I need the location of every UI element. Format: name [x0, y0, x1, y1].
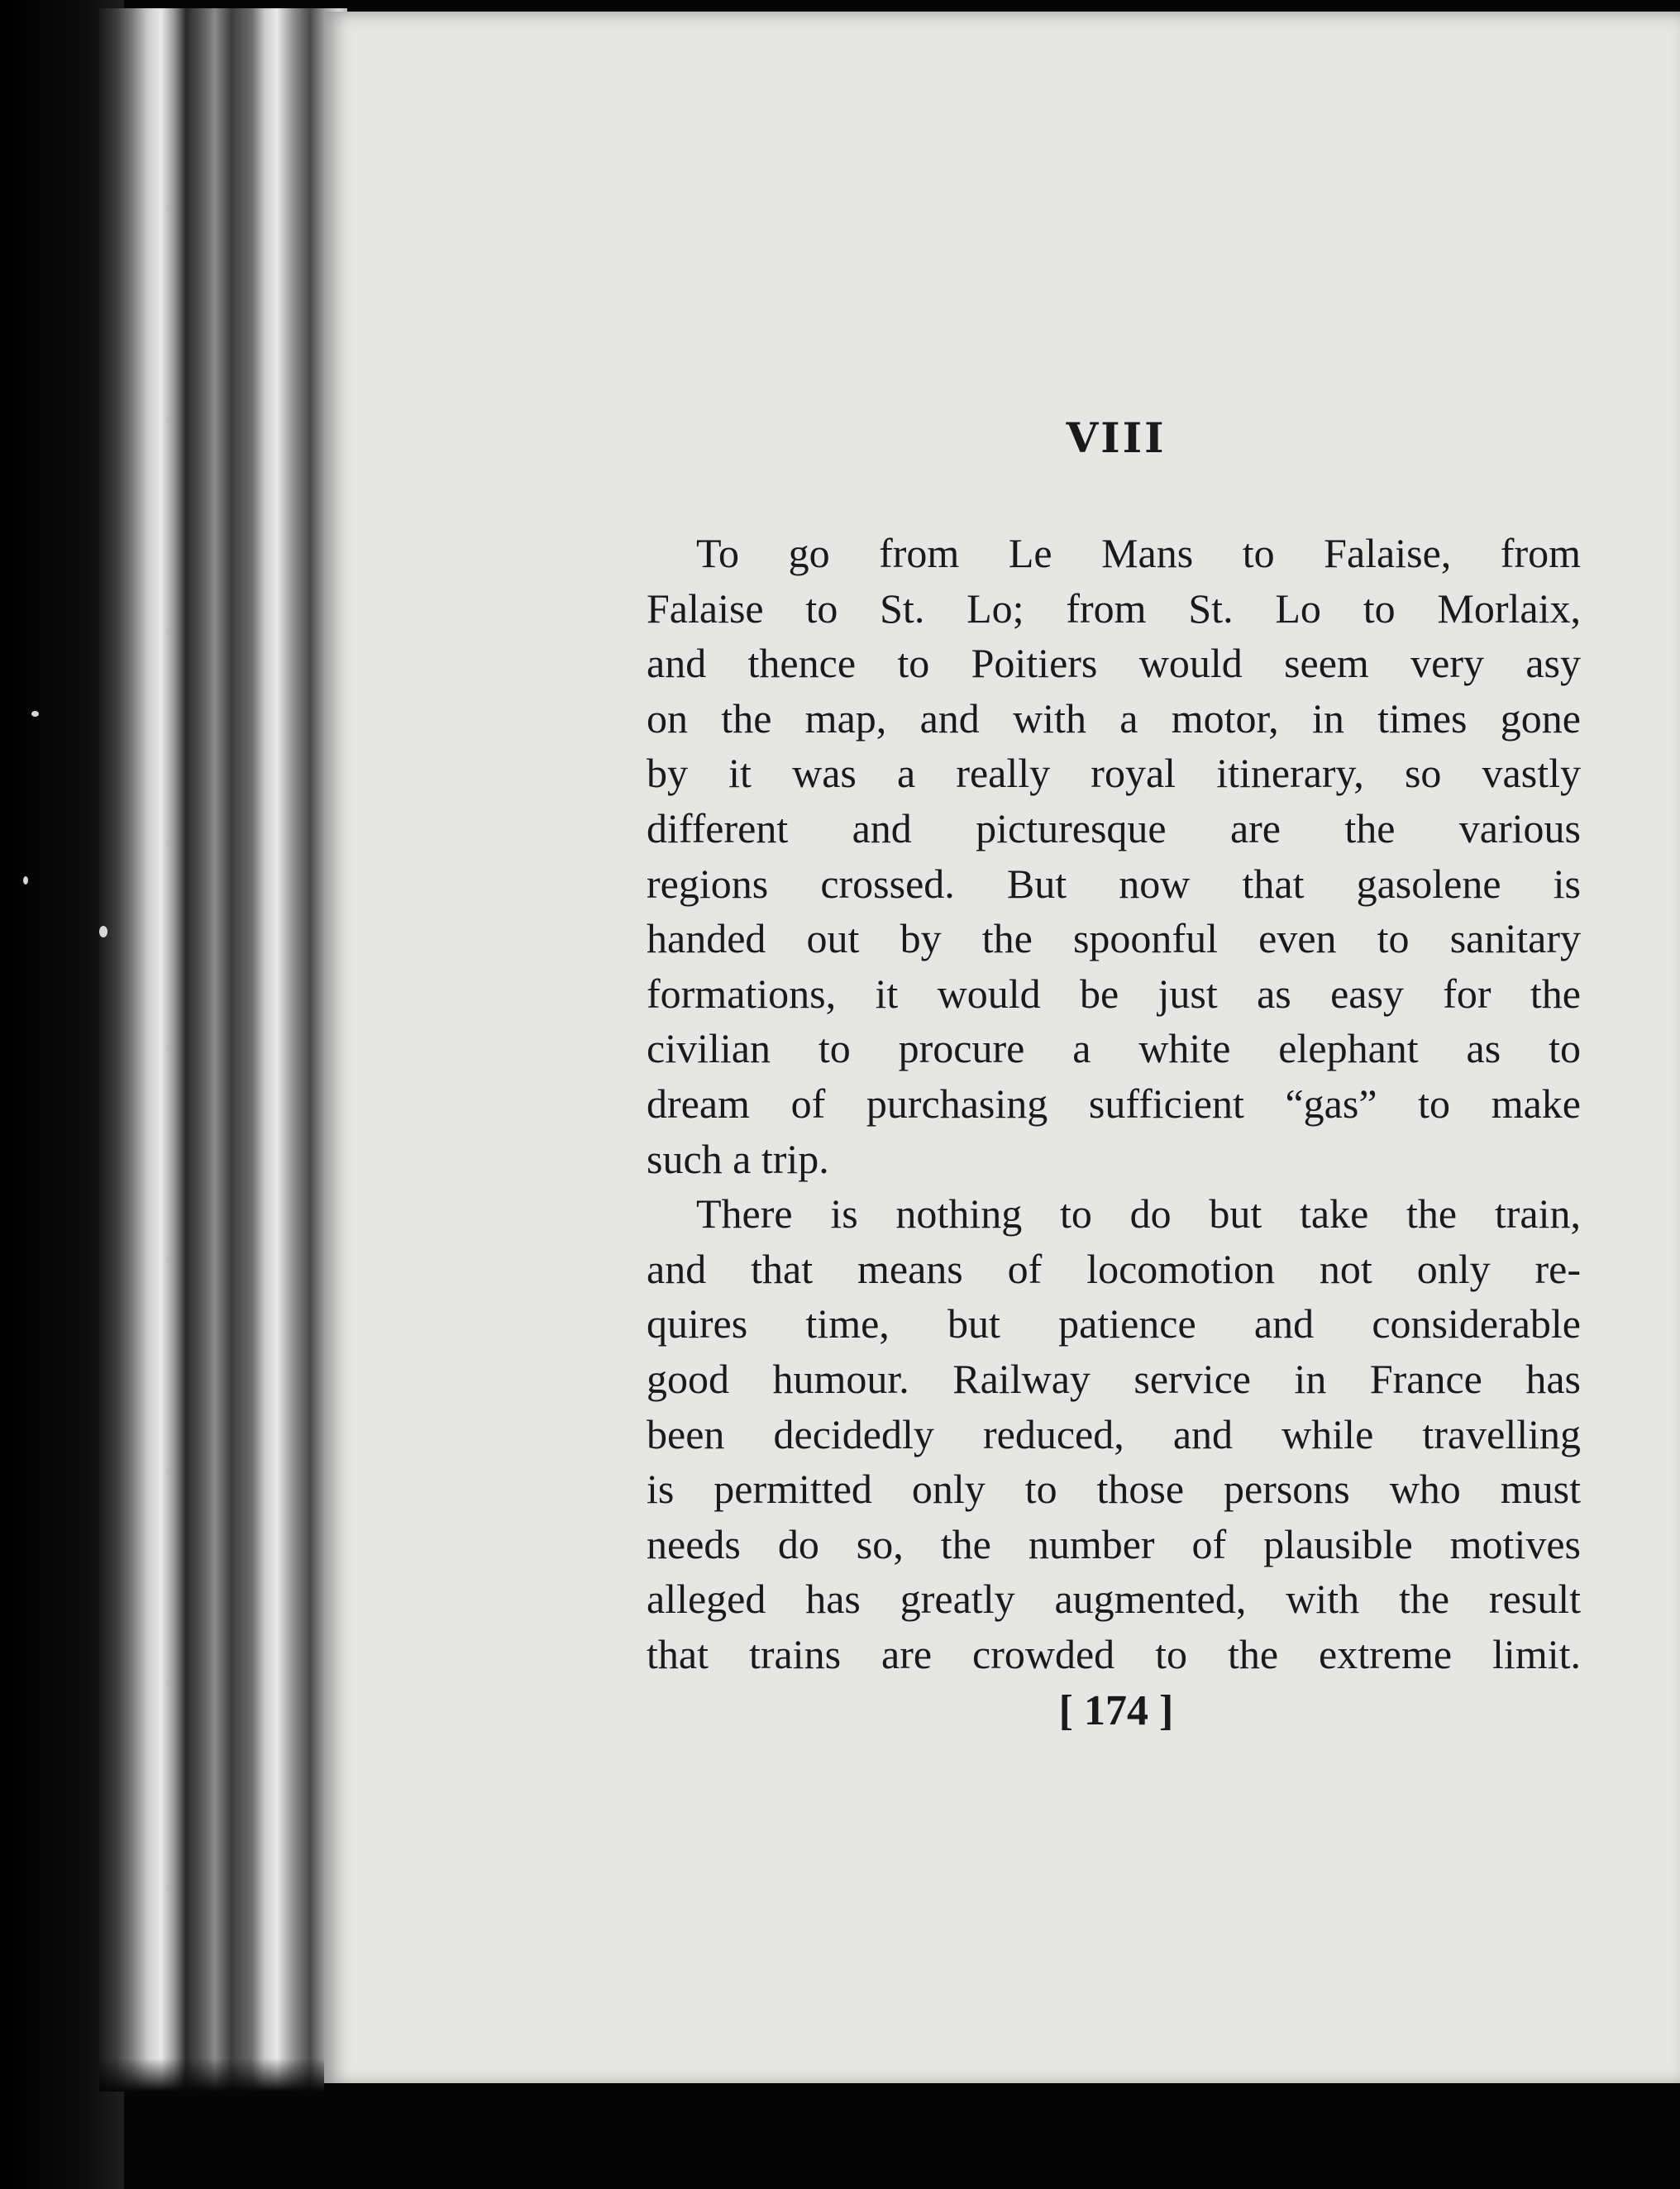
text-line: formations, it would be just as easy for the — [647, 970, 1581, 1017]
body-text — [647, 526, 1581, 1681]
text-line: quires time, but patience and considerable — [647, 1300, 1581, 1347]
dust-speck — [23, 876, 28, 885]
chapter-heading: VIII — [1066, 413, 1167, 462]
page-edges — [99, 8, 347, 2091]
text-line: To go from Le Mans to Falaise, from — [696, 530, 1581, 576]
text-line: and that means of locomotion not only re- — [647, 1245, 1581, 1292]
scan-bottom-border — [324, 2083, 1680, 2189]
text-line: There is nothing to do but take the train, — [696, 1190, 1581, 1238]
text-line: such a trip. — [647, 1135, 829, 1182]
text-line: civilian to procure a white elephant as to — [647, 1025, 1581, 1072]
text-line: Falaise to St. Lo; from St. Lo to Morlaix, — [647, 584, 1581, 632]
text-line: and thence to Poitiers would seem very аsy — [647, 640, 1581, 687]
text-line: dream of purchasing sufficient “gas” to make — [647, 1080, 1581, 1127]
text-line: on the map, and with a motor, in times gone — [647, 694, 1581, 742]
text-line: been decidedly reduced, and while travelling — [647, 1410, 1581, 1457]
text-line: is permitted only to those persons who must — [647, 1466, 1581, 1513]
text-line: needs do so, the number of plausible motives — [647, 1520, 1581, 1567]
paragraph — [647, 1186, 1581, 1681]
text-line: handed out by the spoonful even to sanitary — [647, 915, 1581, 962]
dust-speck — [99, 926, 107, 937]
paragraph — [647, 526, 1581, 1186]
page-number: [ 174 ] — [1058, 1687, 1174, 1734]
text-line: that trains are crowded to the extreme limit. — [647, 1630, 1581, 1677]
text-line: regions crossed. But now that gasolene is — [647, 860, 1581, 907]
text-line: alleged has greatly augmented, with the result — [647, 1576, 1581, 1623]
text-line: by it was a really royal itinerary, so vastly — [647, 750, 1581, 797]
dust-speck — [31, 711, 39, 717]
text-line: good humour. Railway service in France has — [647, 1355, 1581, 1402]
text-line: different and picturesque are the various — [647, 804, 1581, 851]
